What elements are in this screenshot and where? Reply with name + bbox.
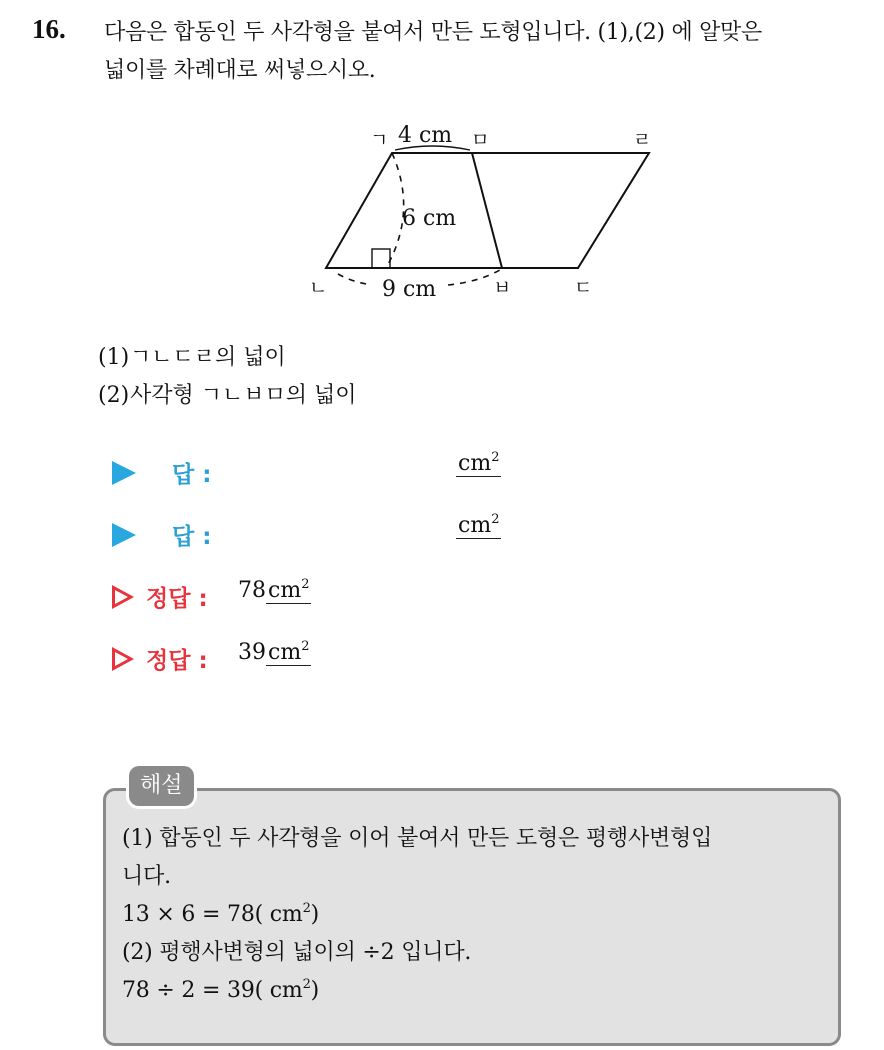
outline-triangle-icon — [112, 585, 134, 609]
subquestion-1-text: ㄱㄴㄷㄹ의 넓이 — [130, 345, 286, 370]
explanation-line-3 — [122, 896, 837, 934]
answer-unit-1-exponent: 2 — [491, 450, 500, 465]
question-line-2: 넓이를 차례대로 써넣으시오. — [104, 58, 376, 83]
explanation-line-3-close: ) — [310, 902, 320, 927]
explanation-line-1: (1) 합동인 두 사각형을 이어 붙여서 만든 도형은 평행사변형입 — [122, 826, 713, 851]
correct-value-1-number: 78 — [238, 578, 266, 603]
vertex-label-f: ㅂ — [493, 277, 512, 299]
explanation-line-5 — [122, 972, 837, 1010]
correct-label-2: 정답 : — [146, 648, 208, 674]
right-quadrilateral-outline — [472, 153, 649, 268]
play-triangle-icon — [112, 461, 136, 485]
correct-value-2-exponent: 2 — [301, 639, 310, 654]
explanation-line-3-exponent: 2 — [302, 901, 311, 916]
height-dashed-line — [386, 153, 404, 268]
outline-triangle-icon — [112, 647, 134, 671]
bottom-left-dashed-arc — [338, 274, 372, 285]
vertex-label-b: ㄴ — [309, 277, 328, 299]
vertex-label-a: ㄱ — [370, 129, 389, 151]
answer-unit-1 — [456, 451, 501, 476]
correct-label-1: 정답 : — [146, 586, 208, 612]
correct-value-2-number: 39 — [238, 640, 266, 665]
answer-label-2: 답 : — [172, 524, 212, 550]
explanation-line-3-expr: 13 × 6 = 78( cm — [122, 902, 303, 927]
correct-value-1-unit: cm — [268, 578, 302, 603]
subquestion-2-label: (2) — [98, 383, 130, 408]
explanation-line-4: (2) 평행사변형의 넓이의 ÷2 입니다. — [122, 940, 472, 965]
explanation-tag: 해설 — [129, 766, 194, 806]
explanation-line-5-expr: 78 ÷ 2 = 39( cm — [122, 978, 303, 1003]
correct-value-1 — [238, 578, 311, 603]
answer-unit-1-text: cm — [458, 451, 492, 476]
answer-unit-2-text: cm — [458, 513, 492, 538]
vertex-label-c: ㄷ — [574, 277, 593, 299]
subquestion-2-text: 사각형 ㄱㄴㅂㅁ의 넓이 — [130, 383, 357, 408]
correct-value-2-unit: cm — [268, 640, 302, 665]
vertex-label-d: ㄹ — [633, 129, 652, 151]
explanation-line-5-exponent: 2 — [302, 977, 311, 992]
subquestion-1-label: (1) — [98, 345, 130, 370]
bottom-length-label: 9 cm — [382, 277, 437, 302]
correct-value-1-exponent: 2 — [301, 577, 310, 592]
question-line-1: 다음은 합동인 두 사각형을 붙여서 만든 도형입니다. (1),(2) 에 알맞은 — [104, 20, 762, 45]
explanation-line-2: 니다. — [122, 864, 171, 889]
height-length-label: 6 cm — [402, 206, 457, 231]
subquestion-2 — [98, 378, 357, 409]
explanation-text — [122, 820, 837, 1010]
correct-value-2 — [238, 640, 311, 665]
subquestion-1 — [98, 340, 286, 371]
play-triangle-icon — [112, 523, 136, 547]
top-length-label: 4 cm — [398, 123, 453, 148]
answer-unit-2-exponent: 2 — [491, 512, 500, 527]
vertex-label-e: ㅁ — [471, 129, 490, 151]
explanation-line-5-close: ) — [310, 978, 320, 1003]
answer-unit-2 — [456, 513, 501, 538]
question-number: 16. — [32, 14, 66, 44]
right-angle-mark — [372, 249, 390, 268]
parallelogram-figure — [0, 0, 884, 320]
answer-label-1: 답 : — [172, 462, 212, 488]
